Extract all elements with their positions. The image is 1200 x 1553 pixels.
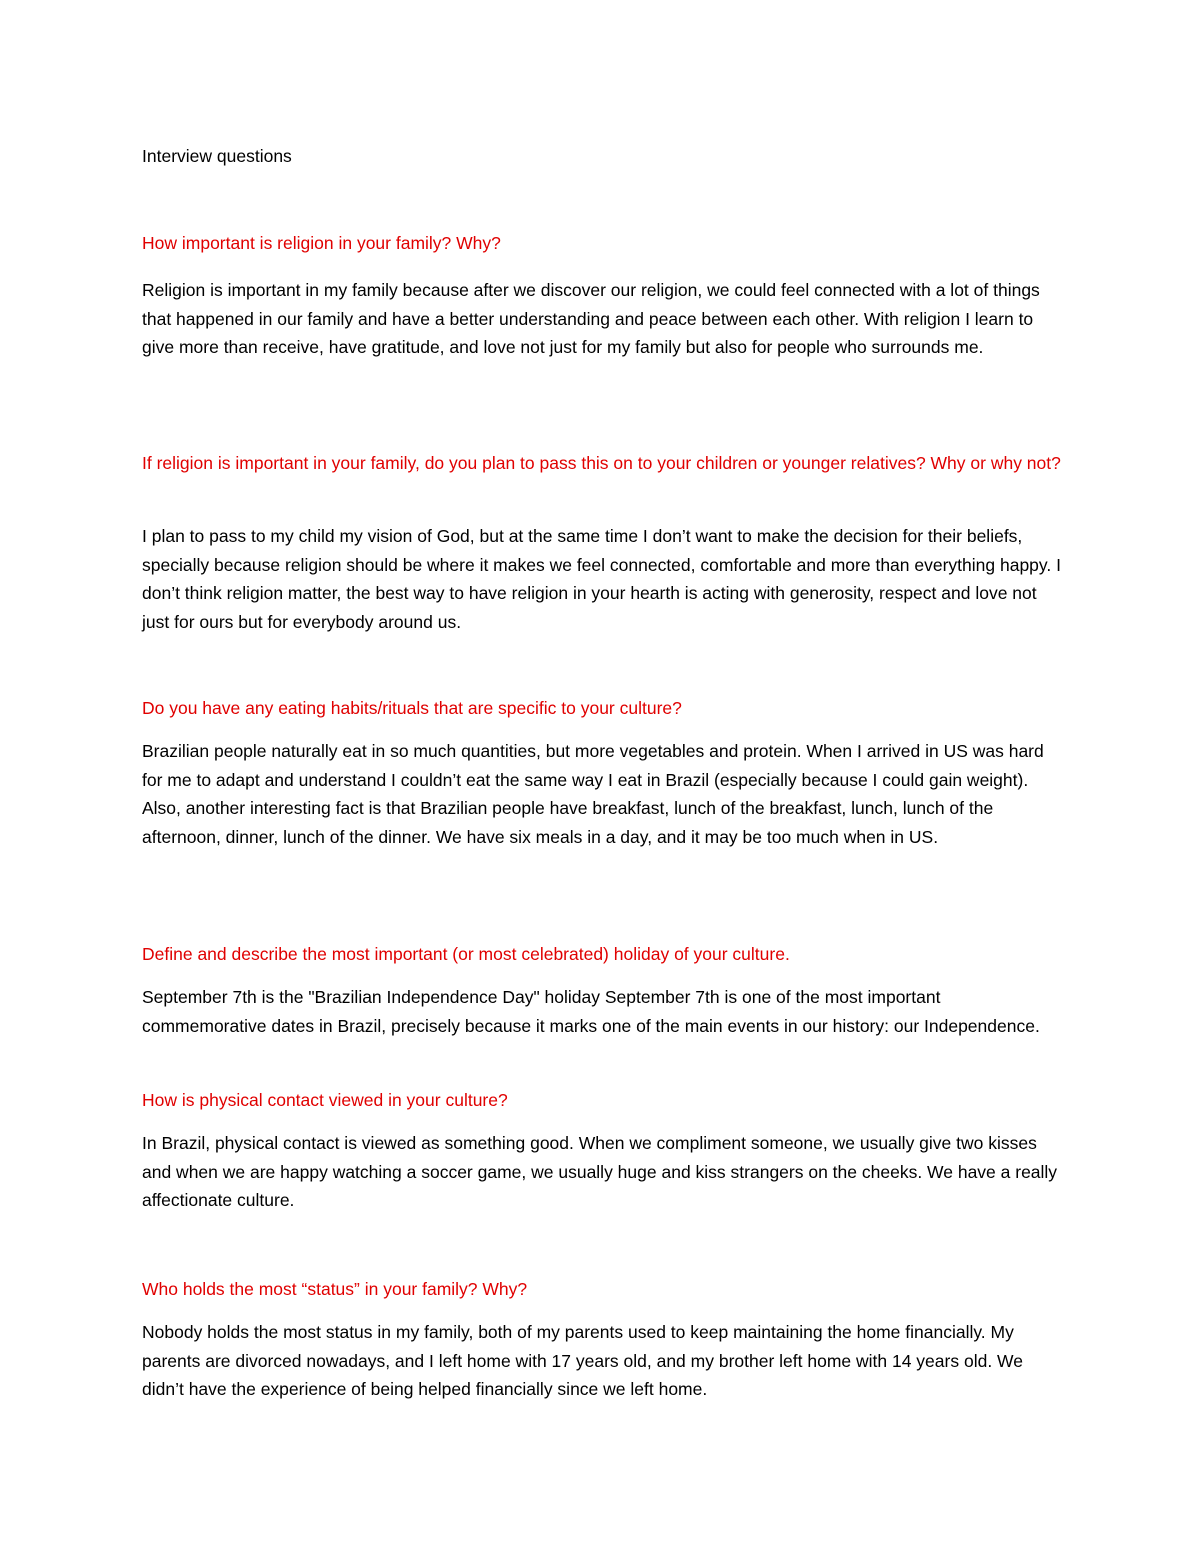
question-physical-contact: How is physical contact viewed in your culture? bbox=[142, 1090, 508, 1110]
question-family-status: Who holds the most “status” in your family? Why? bbox=[142, 1279, 528, 1299]
answer-eating-habits: Brazilian people naturally eat in so much quantities, but more vegetables and protein. When I arrived in US was hard for me to adapt and understand I couldn’t eat the same way I eat in Brazil (especially because I could gain weight). Also, another interesting fact is that Brazilian people have breakfast, lunch of the breakfast, lunch, lunch of the afternoon, dinner, lunch of the dinner. We have six meals in a day, and it may be too much when in US. bbox=[142, 741, 1044, 847]
question-pass-religion-on: If religion is important in your family, do you plan to pass this on to your children or younger relatives? Why or why not? bbox=[142, 453, 1061, 473]
question-religion-importance: How important is religion in your family? Why? bbox=[142, 233, 501, 253]
question-holiday: Define and describe the most important (or most celebrated) holiday of your culture. bbox=[142, 944, 790, 964]
answer-physical-contact: In Brazil, physical contact is viewed as something good. When we compliment someone, we usually give two kisses and when we are happy watching a soccer game, we usually huge and kiss strangers on the cheeks. We have a really affectionate culture. bbox=[142, 1133, 1058, 1210]
answer-holiday: September 7th is the "Brazilian Independence Day" holiday September 7th is one of the most important commemorative dates in Brazil, precisely because it marks one of the main events in our history: our Independence. bbox=[142, 987, 1040, 1036]
answer-family-status: Nobody holds the most status in my family, both of my parents used to keep maintaining the home financially. My parents are divorced nowadays, and I left home with 17 years old, and my brother left home with 14 years old. We didn’t have the experience of being helped financially since we left home. bbox=[142, 1322, 1023, 1399]
question-eating-habits: Do you have any eating habits/rituals that are specific to your culture? bbox=[142, 698, 682, 718]
document-title: Interview questions bbox=[142, 146, 292, 166]
answer-pass-religion-on: I plan to pass to my child my vision of God, but at the same time I don’t want to make the decision for their beliefs, specially because religion should be where it makes we feel connected, comfortable and more than everything happy. I don’t think religion matter, the best way to have religion in your hearth is acting with generosity, respect and love not just for ours but for everybody around us. bbox=[142, 526, 1061, 632]
answer-religion-importance: Religion is important in my family because after we discover our religion, we could feel connected with a lot of things that happened in our family and have a better understanding and peace between each other. With religion I learn to give more than receive, have gratitude, and love not just for my family but also for people who surrounds me. bbox=[142, 280, 1040, 357]
